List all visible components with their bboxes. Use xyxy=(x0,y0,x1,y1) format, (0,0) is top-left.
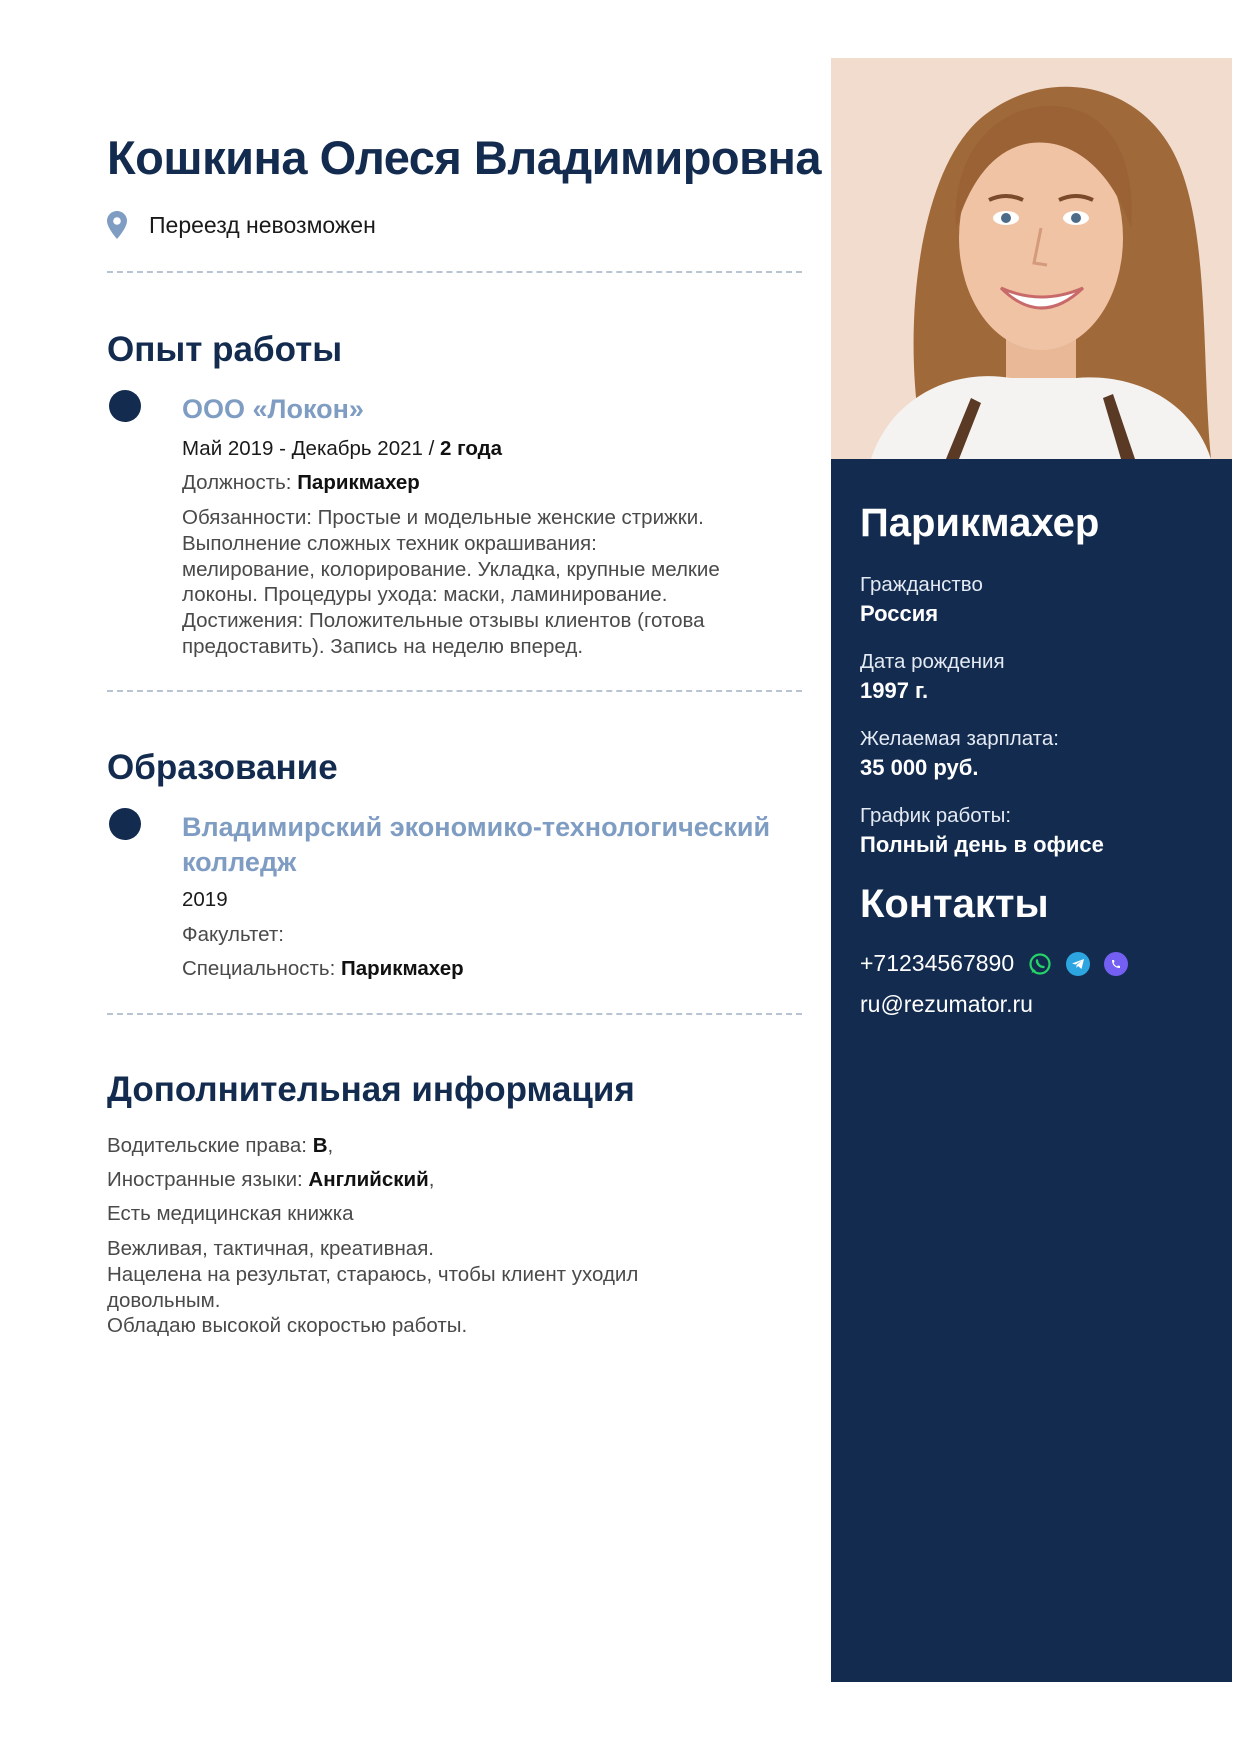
divider xyxy=(107,271,802,273)
work-duties: Обязанности: Простые и модельные женские стрижки. Выполнение сложных техник окрашивания: мелирование, колорирование. Укладка, крупные мелкие локоны. Процедуры ухода: маски, ламинирование. Достижения: Положительные отзывы клиентов (готова предоставить). Запись на неделю вперед. xyxy=(182,506,720,658)
whatsapp-icon[interactable] xyxy=(1028,952,1052,976)
medical-book: Есть медицинская книжка xyxy=(107,1202,354,1225)
institution-name: Владимирский экономико-технологический колледж xyxy=(182,812,771,877)
desired-position: Парикмахер xyxy=(860,501,1100,545)
telegram-icon[interactable] xyxy=(1066,952,1090,976)
salary-value: 35 000 руб. xyxy=(860,755,979,780)
relocation-text: Переезд невозможен xyxy=(149,211,376,238)
email-address[interactable]: ru@rezumator.ru xyxy=(860,991,1033,1017)
additional-title: Дополнительная информация xyxy=(107,1070,635,1109)
schedule-label: График работы: xyxy=(860,804,1012,827)
work-period: Май 2019 - Декабрь 2021 / 2 года xyxy=(182,437,503,460)
birthdate-label: Дата рождения xyxy=(860,650,1005,673)
driving-license: Водительские права: B, xyxy=(107,1134,334,1157)
contacts-title: Контакты xyxy=(860,882,1049,926)
education-specialty: Специальность: Парикмахер xyxy=(182,957,464,980)
location-pin-icon xyxy=(107,211,127,239)
foreign-languages: Иностранные языки: Английский, xyxy=(107,1168,435,1191)
divider xyxy=(107,1013,802,1015)
education-title: Образование xyxy=(107,748,338,787)
schedule-value: Полный день в офисе xyxy=(860,832,1104,857)
phone-number[interactable]: +71234567890 xyxy=(860,950,1015,976)
phone-row xyxy=(860,950,1128,977)
about-text: Вежливая, тактичная, креативная. Нацелена на результат, стараюсь, чтобы клиент уходил довольным. Обладаю высокой скоростью работы. xyxy=(107,1237,639,1338)
work-duration: 2 года xyxy=(440,437,503,460)
work-position: Должность: Парикмахер xyxy=(182,471,420,494)
experience-title: Опыт работы xyxy=(107,330,343,369)
timeline-bullet xyxy=(109,808,141,840)
citizenship-value: Россия xyxy=(860,601,939,626)
divider xyxy=(107,690,802,692)
viber-icon[interactable] xyxy=(1104,952,1128,976)
company-name: ООО «Локон» xyxy=(182,394,364,424)
candidate-name: Кошкина Олеся Владимировна xyxy=(107,131,822,184)
email-row xyxy=(860,991,1033,1018)
citizenship-label: Гражданство xyxy=(860,573,983,596)
sidebar-panel xyxy=(831,459,1232,1682)
education-faculty: Факультет: xyxy=(182,923,284,946)
birthdate-value: 1997 г. xyxy=(860,678,929,703)
education-year: 2019 xyxy=(182,888,228,911)
relocation-row xyxy=(107,210,376,240)
salary-label: Желаемая зарплата: xyxy=(860,727,1059,750)
profile-photo xyxy=(831,58,1232,459)
timeline-bullet xyxy=(109,390,141,422)
